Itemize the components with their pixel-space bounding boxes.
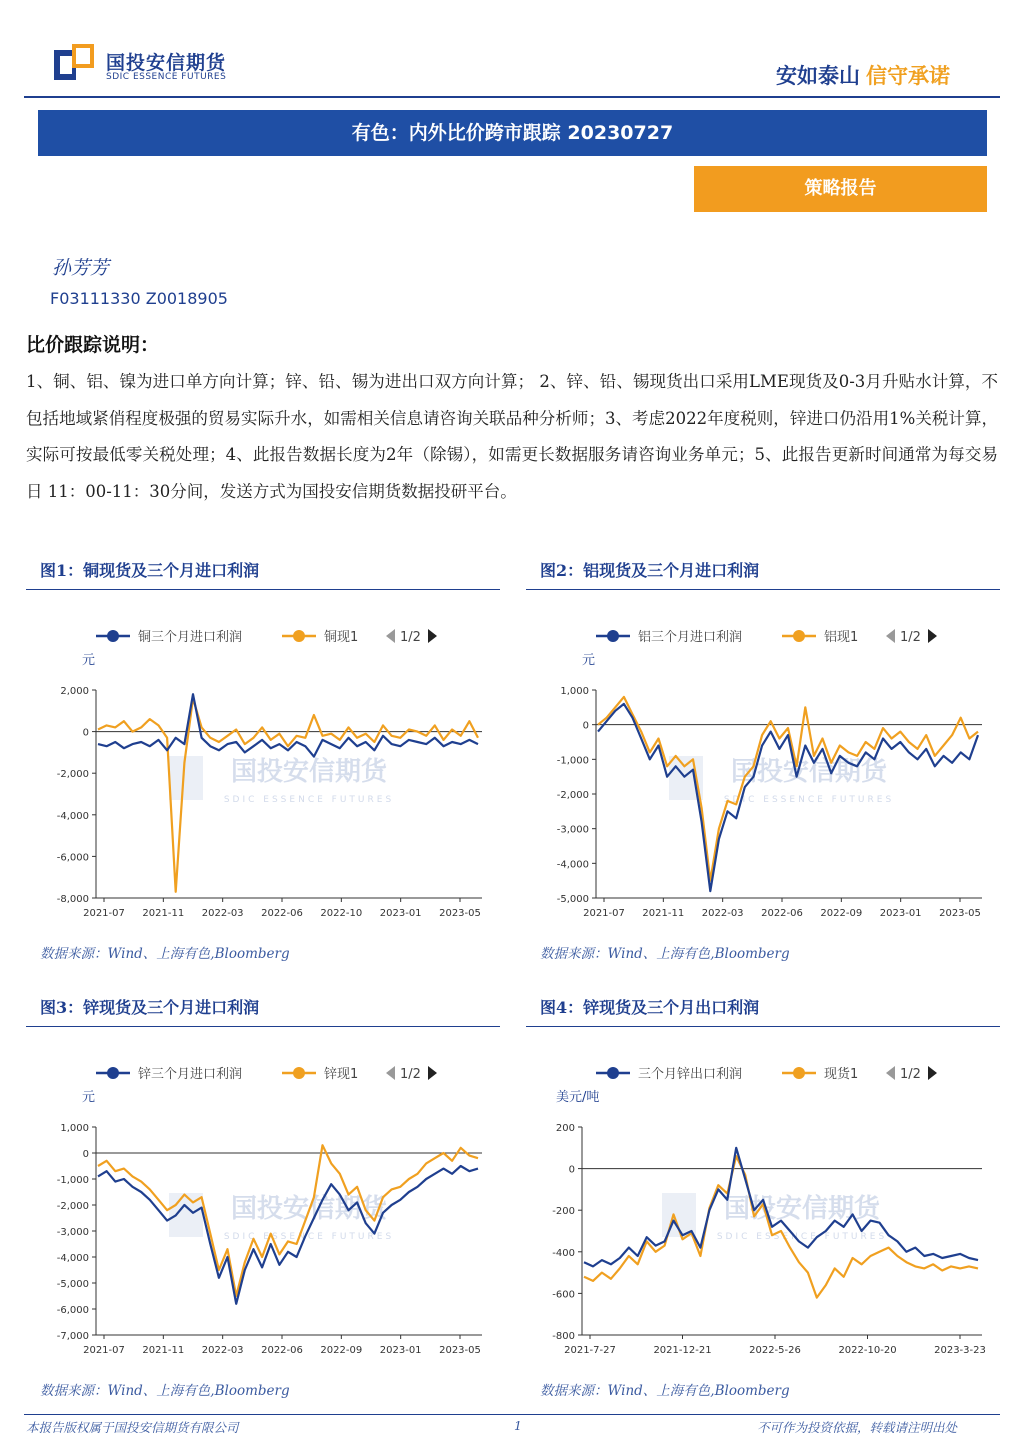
legend-series2-marker xyxy=(793,630,805,642)
slogan-part-a: 安如泰山 xyxy=(776,64,860,88)
y-tick-label: -2,000 xyxy=(556,790,589,801)
y-tick-label: -6,000 xyxy=(56,852,89,864)
legend-series2-label: 铜现1 xyxy=(324,630,359,645)
y-tick-label: 0 xyxy=(82,1149,89,1160)
watermark-text-en: SDIC ESSENCE FUTURES xyxy=(223,795,395,805)
watermark-text-en: SDIC ESSENCE FUTURES xyxy=(223,1232,395,1242)
y-tick-label: 0 xyxy=(568,1164,575,1176)
legend-prev-page-icon[interactable] xyxy=(386,629,395,643)
y-tick-label: -200 xyxy=(552,1206,575,1218)
company-logo-icon xyxy=(54,44,98,84)
y-tick-label: -4,000 xyxy=(556,859,589,871)
legend-series1-marker xyxy=(107,630,119,642)
figure-3-title-rule xyxy=(26,1026,500,1027)
y-tick-label: 200 xyxy=(555,1123,575,1134)
y-tick-label: -3,000 xyxy=(56,1227,89,1238)
figure-4-title: 图4：锌现货及三个月出口利润 xyxy=(540,998,760,1017)
x-tick-label: 2022-10 xyxy=(320,908,363,916)
figure-4-title-rule xyxy=(526,1026,1000,1027)
x-tick-label: 2022-09 xyxy=(820,908,863,916)
y-axis-unit: 元 xyxy=(82,1090,96,1105)
y-tick-label: -1,000 xyxy=(556,755,589,767)
watermark-text-cn: 国投安信期货 xyxy=(230,757,388,787)
legend-series1-label: 铝三个月进口利润 xyxy=(638,630,743,645)
x-tick-label: 2023-05 xyxy=(439,1345,481,1353)
legend-prev-page-icon[interactable] xyxy=(386,1066,395,1080)
y-tick-label: -5,000 xyxy=(56,1279,89,1290)
watermark-text-cn: 国投安信期货 xyxy=(230,1194,388,1224)
x-tick-label: 2023-01 xyxy=(879,908,922,916)
y-tick-label: -1,000 xyxy=(56,1175,89,1186)
x-tick-label: 2022-03 xyxy=(201,1345,244,1353)
legend-next-page-icon[interactable] xyxy=(428,629,437,643)
author-name: 孙芳芳 xyxy=(52,257,110,279)
y-tick-label: -2,000 xyxy=(56,1201,89,1212)
x-tick-label: 2022-03 xyxy=(201,908,244,916)
watermark-text-en: SDIC ESSENCE FUTURES xyxy=(723,795,895,805)
header-divider xyxy=(24,96,1000,98)
y-tick-label: -400 xyxy=(552,1247,575,1259)
figure-1-chart xyxy=(26,616,500,916)
figure-1-title: 图1：铜现货及三个月进口利润 xyxy=(40,561,260,580)
x-tick-label: 2023-01 xyxy=(379,908,422,916)
legend-series1-label: 三个月锌出口利润 xyxy=(638,1067,743,1082)
x-tick-label: 2022-06 xyxy=(261,1345,303,1353)
watermark-text-cn: 国投安信期货 xyxy=(730,757,888,787)
logo-text-en: SDIC ESSENCE FUTURES xyxy=(106,72,227,82)
y-tick-label: -600 xyxy=(552,1289,575,1301)
x-tick-label: 2023-05 xyxy=(439,908,481,916)
watermark-logo-icon xyxy=(169,756,203,800)
footer-page-number: 1 xyxy=(514,1418,522,1433)
figure-1-title-rule xyxy=(26,589,500,590)
y-axis-unit: 元 xyxy=(582,653,596,668)
legend-page-indicator: 1/2 xyxy=(400,1067,421,1082)
y-tick-label: -4,000 xyxy=(56,810,89,822)
legend-series2-label: 现货1 xyxy=(824,1067,859,1082)
x-tick-label: 2021-12-21 xyxy=(653,1345,712,1353)
footer-disclaimer: 不可作为投资依据，转载请注明出处 xyxy=(757,1420,958,1435)
y-tick-label: -6,000 xyxy=(56,1305,89,1316)
figure-4-source: 数据来源：Wind、上海有色,Bloomberg xyxy=(540,1383,790,1399)
legend-prev-page-icon[interactable] xyxy=(886,629,895,643)
y-tick-label: 1,000 xyxy=(560,686,589,697)
legend-page-indicator: 1/2 xyxy=(900,630,921,645)
x-tick-label: 2023-05 xyxy=(939,908,981,916)
slogan-part-b: 信守承诺 xyxy=(866,64,950,88)
series-line-2 xyxy=(584,1156,978,1298)
watermark-text-en: SDIC ESSENCE FUTURES xyxy=(716,1232,888,1242)
section-heading: 比价跟踪说明： xyxy=(26,334,160,356)
x-tick-label: 2021-07 xyxy=(83,908,125,916)
author-license-codes: F03111330 Z0018905 xyxy=(50,289,228,308)
legend-series2-marker xyxy=(293,1067,305,1079)
legend-next-page-icon[interactable] xyxy=(428,1066,437,1080)
legend-series1-marker xyxy=(607,630,619,642)
legend-next-page-icon[interactable] xyxy=(928,1066,937,1080)
x-tick-label: 2021-11 xyxy=(142,1345,185,1353)
legend-series2-label: 铝现1 xyxy=(824,630,859,645)
x-tick-label: 2021-11 xyxy=(642,908,685,916)
y-axis-unit: 美元/吨 xyxy=(556,1090,600,1105)
legend-page-indicator: 1/2 xyxy=(900,1067,921,1082)
legend-series2-marker xyxy=(293,630,305,642)
x-tick-label: 2021-11 xyxy=(142,908,185,916)
y-tick-label: -3,000 xyxy=(556,824,589,836)
x-tick-label: 2022-10-20 xyxy=(838,1345,897,1353)
legend-series1-label: 锌三个月进口利润 xyxy=(138,1067,243,1082)
x-tick-label: 2022-5-26 xyxy=(749,1345,801,1353)
y-tick-label: 0 xyxy=(582,720,589,732)
y-axis-unit: 元 xyxy=(82,653,96,668)
legend-series1-marker xyxy=(607,1067,619,1079)
y-tick-label: 0 xyxy=(82,727,89,739)
x-tick-label: 2023-3-23 xyxy=(934,1345,986,1353)
slogan xyxy=(776,60,950,90)
legend-series1-marker xyxy=(107,1067,119,1079)
figure-3-source: 数据来源：Wind、上海有色,Bloomberg xyxy=(40,1383,290,1399)
x-tick-label: 2022-06 xyxy=(761,908,803,916)
y-tick-label: 1,000 xyxy=(60,1123,89,1134)
description-paragraph: 1、铜、铝、镍为进口单方向计算；锌、铅、锡为进出口双方向计算； 2、锌、铅、锡现货出口采用LME现货及0-3月升贴水计算，不包括地域紧俏程度极强的贸易实际升水，如需相关信息请咨询关联品种分析师；3、考虑2022年度税则，锌进口仍沿用1%关税计算，实际可按最低零关税处理；4、此报告数据长度为2年（除锡），如需更长数据服务请咨询业务单元；5、此报告更新时间通常为每交易日 11：00-11：30分间，发送方式为国投安信期货数据投研平台。 xyxy=(26,372,998,501)
x-tick-label: 2022-06 xyxy=(261,908,303,916)
x-tick-label: 2021-7-27 xyxy=(564,1345,616,1353)
footer-divider xyxy=(24,1414,1000,1415)
x-tick-label: 2021-07 xyxy=(83,1345,125,1353)
legend-next-page-icon[interactable] xyxy=(928,629,937,643)
legend-series2-marker xyxy=(793,1067,805,1079)
legend-prev-page-icon[interactable] xyxy=(886,1066,895,1080)
y-tick-label: -8,000 xyxy=(56,894,89,905)
figure-2-title-rule xyxy=(526,589,1000,590)
x-tick-label: 2021-07 xyxy=(583,908,625,916)
y-tick-label: -7,000 xyxy=(56,1331,89,1342)
figure-2-chart xyxy=(526,616,1000,916)
report-title: 有色：内外比价跨市跟踪 20230727 xyxy=(38,110,987,156)
x-tick-label: 2023-01 xyxy=(379,1345,422,1353)
report-type-badge: 策略报告 xyxy=(694,166,987,212)
legend-page-indicator: 1/2 xyxy=(400,630,421,645)
x-tick-label: 2022-09 xyxy=(320,1345,363,1353)
legend-series1-label: 铜三个月进口利润 xyxy=(138,630,243,645)
x-tick-label: 2022-03 xyxy=(701,908,744,916)
y-tick-label: -2,000 xyxy=(56,769,89,781)
y-tick-label: 2,000 xyxy=(60,686,89,697)
legend-series2-label: 锌现1 xyxy=(324,1067,359,1082)
figure-2-source: 数据来源：Wind、上海有色,Bloomberg xyxy=(540,946,790,962)
footer-copyright: 本报告版权属于国投安信期货有限公司 xyxy=(26,1420,239,1435)
figure-3-chart xyxy=(26,1053,500,1353)
figure-2-title: 图2：铝现货及三个月进口利润 xyxy=(540,561,760,580)
logo-text-cn: 国投安信期货 xyxy=(106,52,227,74)
figure-4-chart xyxy=(526,1053,1000,1353)
y-tick-label: -800 xyxy=(552,1331,575,1342)
y-tick-label: -4,000 xyxy=(56,1253,89,1264)
y-tick-label: -5,000 xyxy=(556,894,589,905)
watermark-text-cn: 国投安信期货 xyxy=(723,1194,881,1224)
figure-1-source: 数据来源：Wind、上海有色,Bloomberg xyxy=(40,946,290,962)
figure-3-title: 图3：锌现货及三个月进口利润 xyxy=(40,998,260,1017)
